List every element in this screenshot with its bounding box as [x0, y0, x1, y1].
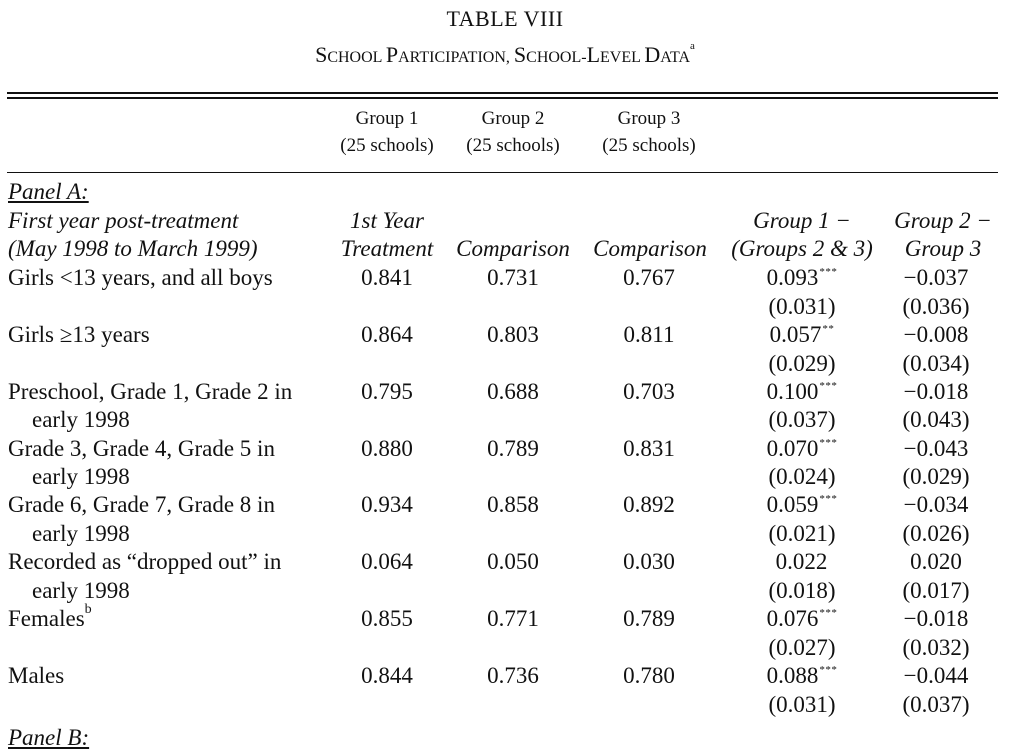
row-label: Recorded as “dropped out” in: [8, 549, 282, 574]
cell-group2: 0.803: [487, 322, 539, 347]
cell-group2: 0.050: [487, 549, 539, 574]
cell-group2: 0.736: [487, 663, 539, 688]
row-label: Girls <13 years, and all boys: [8, 265, 273, 290]
cell-diff2: −0.043: [903, 436, 969, 461]
cell-diff2: −0.037: [903, 265, 969, 290]
cell-diff2-se: (0.029): [902, 464, 970, 489]
cell-group3: 0.811: [623, 322, 675, 347]
row-label-continued: early 1998: [32, 521, 130, 546]
significance-stars: ***: [819, 607, 838, 619]
group-3-header: Group 3 (25 schools): [602, 108, 696, 156]
cell-group3: 0.831: [623, 436, 675, 461]
cell-diff2: −0.034: [903, 492, 969, 517]
cell-diff2: −0.018: [903, 379, 969, 404]
col-treatment-line2: Treatment: [340, 236, 434, 261]
panel-a-period-line1: First year post-treatment: [8, 208, 239, 233]
cell-group1: 0.795: [361, 379, 413, 404]
cell-diff2: −0.044: [903, 663, 969, 688]
cell-diff2: 0.020: [910, 549, 962, 574]
cell-diff1-se: (0.037): [768, 407, 836, 432]
panel-a-label: Panel A:: [8, 179, 89, 204]
cell-diff1-se: (0.021): [768, 521, 836, 546]
cell-group1: 0.841: [361, 265, 413, 290]
cell-diff2-se: (0.017): [902, 578, 970, 603]
cell-group1: 0.064: [361, 549, 413, 574]
row-footnote-mark: b: [84, 602, 92, 617]
cell-diff2-se: (0.032): [902, 635, 970, 660]
cell-diff1-se: (0.029): [768, 351, 836, 376]
row-label-continued: early 1998: [32, 464, 130, 489]
row-label: Preschool, Grade 1, Grade 2 in: [8, 379, 293, 404]
group-1-header: Group 1 (25 schools): [340, 108, 434, 156]
col-diff1-line1: Group 1 −: [753, 208, 851, 233]
cell-diff2: −0.008: [903, 322, 969, 347]
cell-group3: 0.030: [623, 549, 675, 574]
cell-group1: 0.864: [361, 322, 413, 347]
cell-diff2: −0.018: [903, 606, 969, 631]
cell-diff1: 0.070***: [766, 436, 838, 461]
subtitle-footnote-mark: a: [690, 40, 695, 52]
significance-stars: ***: [819, 437, 838, 449]
significance-stars: ***: [819, 266, 838, 278]
row-label: Girls ≥13 years: [8, 322, 150, 347]
table-subtitle: SCHOOL PARTICIPATION, SCHOOL-LEVEL DATA$^a$: [315, 40, 695, 67]
col-treatment-line1: 1st Year: [350, 208, 424, 233]
cell-diff2-se: (0.037): [902, 692, 970, 717]
cell-group3: 0.892: [623, 492, 675, 517]
cell-diff1: 0.059***: [766, 492, 838, 517]
top-rule-2: [7, 97, 998, 99]
panel-a-period-line2: (May 1998 to March 1999): [8, 236, 258, 261]
row-label: Females$^b$: [8, 602, 92, 631]
cell-diff1-se: (0.031): [768, 692, 836, 717]
cell-diff2-se: (0.036): [902, 294, 970, 319]
cell-diff1-se: (0.024): [768, 464, 836, 489]
cell-group2: 0.789: [487, 436, 539, 461]
cell-group3: 0.789: [623, 606, 675, 631]
significance-stars: ***: [819, 664, 838, 676]
cell-group1: 0.844: [361, 663, 413, 688]
cell-diff1: 0.088***: [766, 663, 838, 688]
col-diff2-line1: Group 2 −: [894, 208, 992, 233]
col-diff2-line2: Group 3: [904, 236, 982, 261]
cell-diff1: 0.022: [775, 549, 828, 574]
cell-diff1: 0.076***: [766, 606, 838, 631]
header-rule: [7, 172, 998, 173]
row-label: Grade 6, Grade 7, Grade 8 in: [8, 492, 275, 517]
cell-group3: 0.767: [623, 265, 675, 290]
row-label: Males: [8, 663, 65, 688]
cell-diff1-se: (0.018): [768, 578, 836, 603]
cell-group2: 0.731: [487, 265, 539, 290]
significance-stars: ***: [819, 493, 838, 505]
table-title: TABLE VIII: [446, 6, 564, 31]
row-label-continued: early 1998: [32, 407, 130, 432]
row-label: Grade 3, Grade 4, Grade 5 in: [8, 436, 275, 461]
cell-diff1: 0.057**: [769, 322, 835, 347]
cell-group1: 0.855: [361, 606, 413, 631]
cell-diff1: 0.100***: [766, 379, 838, 404]
cell-group2: 0.858: [487, 492, 539, 517]
cell-diff1-se: (0.031): [768, 294, 836, 319]
row-label-continued: early 1998: [32, 578, 130, 603]
cell-group2: 0.688: [487, 379, 539, 404]
cell-diff2-se: (0.043): [902, 407, 970, 432]
panel-b-label: Panel B:: [8, 725, 90, 750]
cell-group3: 0.780: [623, 663, 675, 688]
col-comparison-3: Comparison: [593, 236, 707, 261]
cell-diff2-se: (0.034): [902, 351, 970, 376]
significance-stars: **: [822, 323, 835, 335]
cell-diff2-se: (0.026): [902, 521, 970, 546]
cell-group1: 0.934: [361, 492, 413, 517]
cell-group2: 0.771: [487, 606, 539, 631]
col-comparison-2: Comparison: [456, 236, 570, 261]
cell-group3: 0.703: [623, 379, 675, 404]
significance-stars: ***: [819, 380, 838, 392]
cell-diff1: 0.093***: [766, 265, 838, 290]
cell-diff1-se: (0.027): [768, 635, 836, 660]
group-2-header: Group 2 (25 schools): [466, 108, 560, 156]
col-diff1-line2: (Groups 2 & 3): [731, 236, 873, 261]
cell-group1: 0.880: [361, 436, 413, 461]
top-rule-1: [7, 92, 998, 94]
